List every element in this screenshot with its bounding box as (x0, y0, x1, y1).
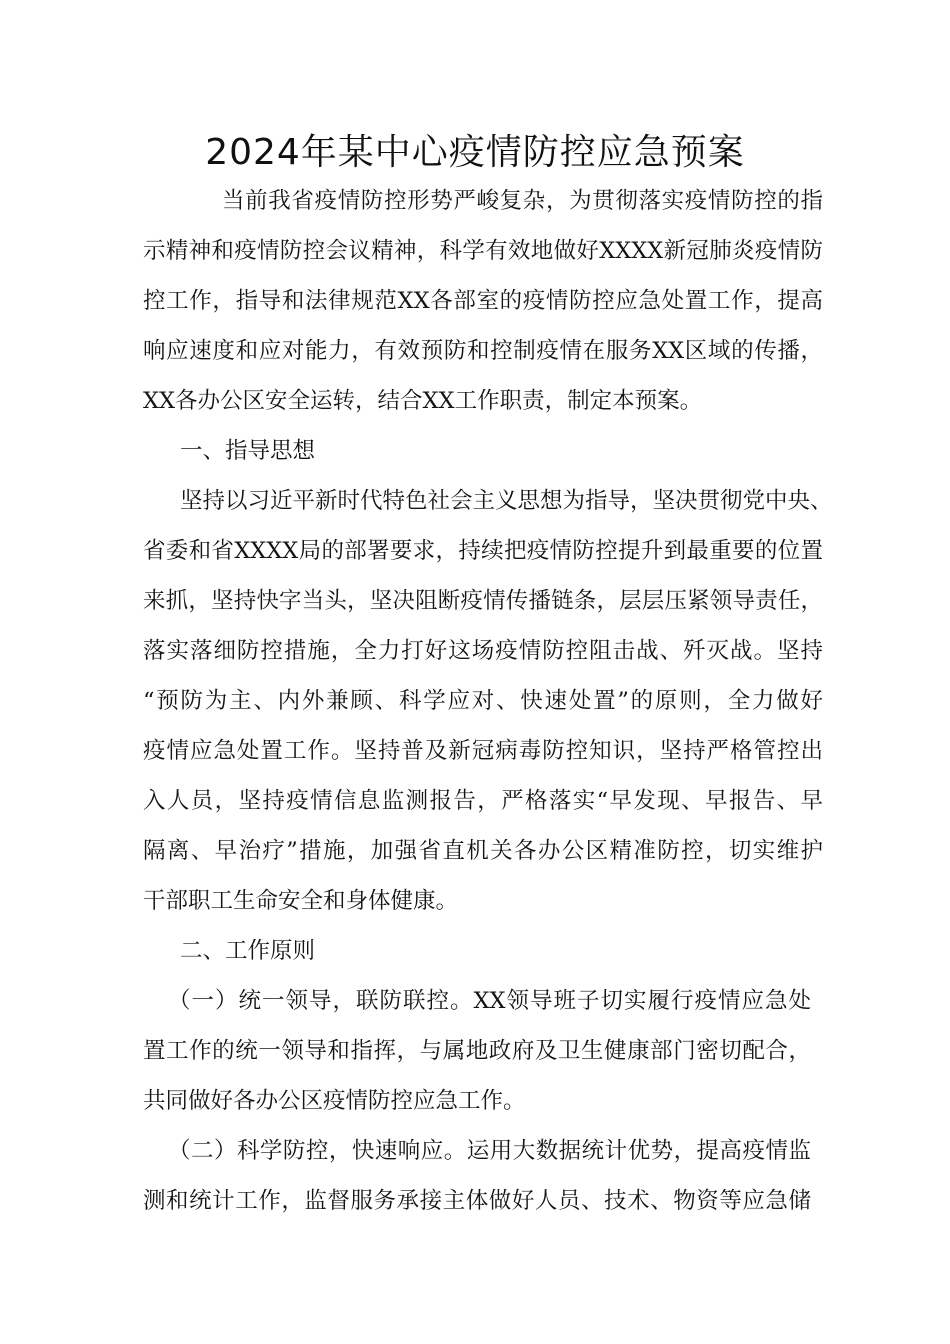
paragraph-line: 疫情应急处置工作。坚持普及新冠病毒防控知识，坚持严格管控出 (143, 738, 823, 764)
paragraph-line: 隔离、早治疗”措施，加强省直机关各办公区精准防控，切实维护 (143, 838, 823, 864)
paragraph-line: 来抓，坚持快字当头，坚决阻断疫情传播链条，层层压紧领导责任， (143, 588, 823, 614)
paragraph-line: XX各办公区安全运转，结合XX工作职责，制定本预案。 (143, 388, 703, 414)
section-heading: 一、指导思想 (180, 438, 316, 464)
paragraph-line: 落实落细防控措施，全力打好这场疫情防控阻击战、歼灭战。坚持 (143, 638, 823, 664)
document-title: 2024年某中心疫情防控应急预案 (205, 132, 745, 173)
paragraph-line: （一）统一领导，联防联控。XX领导班子切实履行疫情应急处 (168, 988, 811, 1014)
paragraph-line: “预防为主、内外兼顾、科学应对、快速处置”的原则，全力做好 (143, 688, 823, 714)
paragraph-line: 省委和省XXXX局的部署要求，持续把疫情防控提升到最重要的位置 (143, 538, 823, 564)
paragraph-line: 测和统计工作，监督服务承接主体做好人员、技术、物资等应急储 (143, 1188, 811, 1214)
paragraph-line: （二）科学防控，快速响应。运用大数据统计优势，提高疫情监 (168, 1138, 811, 1164)
paragraph-line: 置工作的统一领导和指挥，与属地政府及卫生健康部门密切配合， (143, 1038, 811, 1064)
paragraph-line: 入人员，坚持疫情信息监测报告，严格落实“早发现、早报告、早 (143, 788, 823, 814)
paragraph-line: 控工作，指导和法律规范XX各部室的疫情防控应急处置工作，提高 (143, 288, 823, 314)
section-heading: 二、工作原则 (180, 938, 316, 964)
paragraph-line: 坚持以习近平新时代特色社会主义思想为指导，坚决贯彻党中央、 (180, 488, 833, 514)
paragraph-line: 共同做好各办公区疫情防控应急工作。 (143, 1088, 526, 1114)
paragraph-line: 干部职工生命安全和身体健康。 (143, 888, 459, 914)
paragraph-line: 响应速度和应对能力，有效预防和控制疫情在服务XX区域的传播， (143, 338, 823, 364)
paragraph-line: 当前我省疫情防控形势严峻复杂，为贯彻落实疫情防控的指 (222, 188, 823, 214)
paragraph-line: 示精神和疫情防控会议精神，科学有效地做好XXXX新冠肺炎疫情防 (143, 238, 823, 264)
